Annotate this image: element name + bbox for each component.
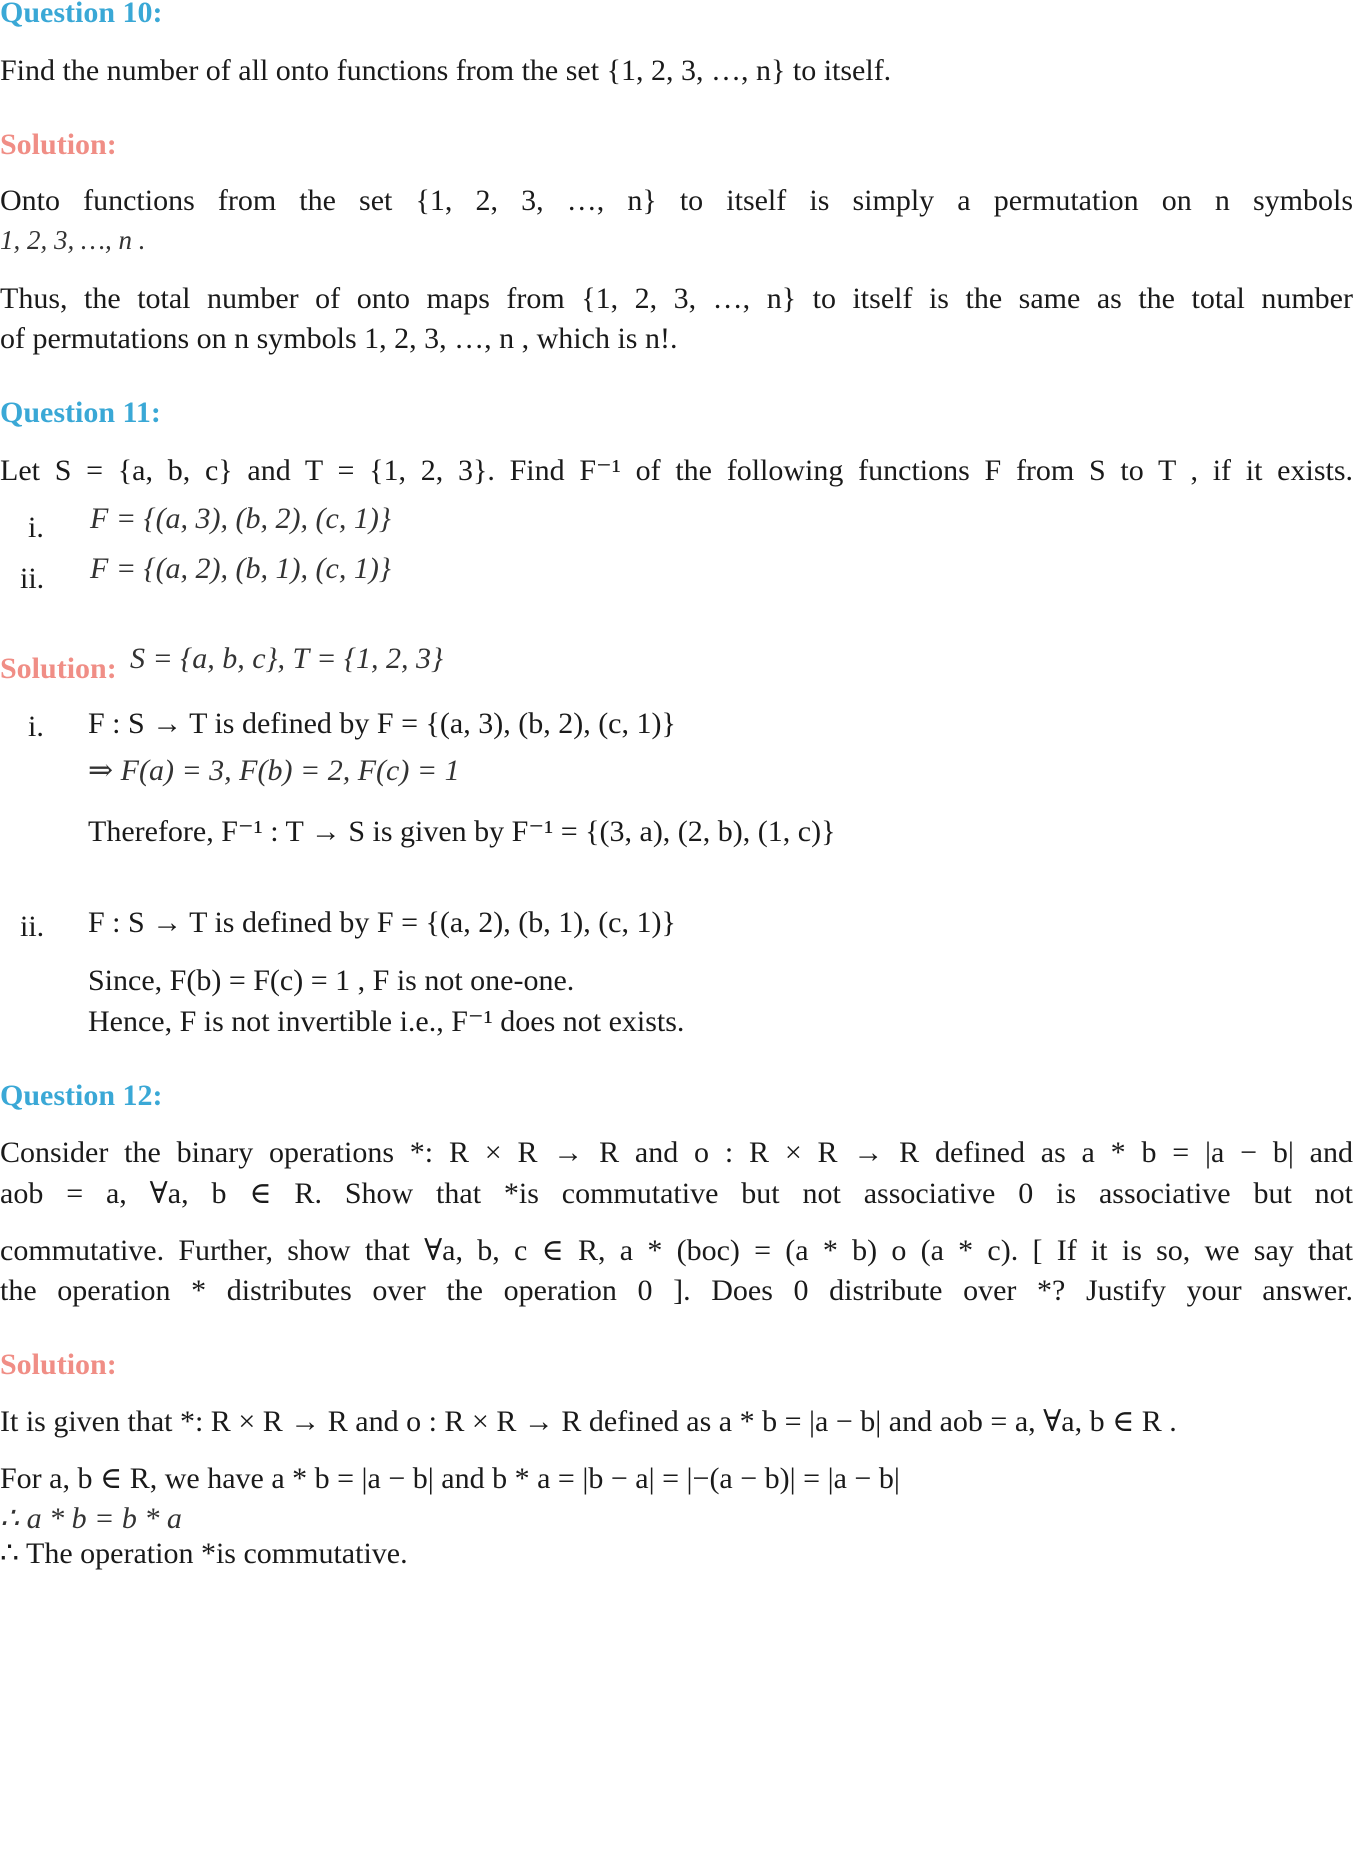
solution-11-part-i-line-3: Therefore, F⁻¹ : T → S is given by F⁻¹ = {(3, a), (2, b), (1, c)} [88, 815, 836, 848]
solution-10-line-1: Onto functions from the set {1, 2, 3, …, n} to itself is simply a permutation on n symbols [0, 184, 1353, 217]
solution-11-part-ii-line-3: Hence, F is not invertible i.e., F⁻¹ does not exists. [88, 1005, 685, 1038]
question-12-line-2: aob = a, ∀a, b ∈ R. Show that *is commutative but not associative 0 is associative but not [0, 1177, 1353, 1210]
solution-12-line-1: It is given that *: R × R → R and o : R × R → R defined as a * b = |a − b| and aob = a, ∀a, b ∈ R . [0, 1405, 1177, 1438]
solution-11-part-i-line-2: ⇒ F(a) = 3, F(b) = 2, F(c) = 1 [88, 754, 460, 787]
question-11-part-ii: F = {(a, 2), (b, 1), (c, 1)} [90, 552, 391, 585]
solution-11-part-ii-line-1: F : S → T is defined by F = {(a, 2), (b, 1), (c, 1)} [88, 906, 676, 939]
solution-11-part-i-label: i. [28, 710, 44, 743]
solution-10-line-2: 1, 2, 3, …, n . [0, 225, 146, 255]
question-10-text: Find the number of all onto functions from the set {1, 2, 3, …, n} to itself. [0, 54, 892, 87]
solution-11-part-i-line-1: F : S → T is defined by F = {(a, 3), (b, 2), (c, 1)} [88, 707, 676, 740]
solution-11-heading: Solution: [0, 652, 117, 685]
solution-11-sets: S = {a, b, c}, T = {1, 2, 3} [130, 642, 443, 675]
question-11-text: Let S = {a, b, c} and T = {1, 2, 3}. Find F⁻¹ of the following functions F from S to T , if it exists. [0, 454, 1353, 487]
solution-11-part-ii-line-2: Since, F(b) = F(c) = 1 , F is not one-one. [88, 964, 575, 997]
question-11-part-ii-label: ii. [20, 562, 45, 595]
solution-12-line-3: ∴ a * b = b * a [0, 1502, 182, 1535]
solution-10-heading: Solution: [0, 128, 117, 161]
question-12-heading: Question 12: [0, 1079, 163, 1112]
question-11-part-i-label: i. [28, 511, 44, 544]
solution-11-part-ii-label: ii. [20, 910, 45, 943]
question-11-part-i: F = {(a, 3), (b, 2), (c, 1)} [90, 502, 391, 535]
question-12-line-1: Consider the binary operations *: R × R → R and o : R × R → R defined as a * b = |a − b| and [0, 1136, 1353, 1169]
question-12-line-4: the operation * distributes over the operation 0 ]. Does 0 distribute over *? Justify your answer. [0, 1274, 1353, 1307]
solution-12-line-4: ∴ The operation *is commutative. [0, 1537, 408, 1570]
solution-12-heading: Solution: [0, 1348, 117, 1381]
solution-10-line-4: of permutations on n symbols 1, 2, 3, …, n , which is n!. [0, 322, 678, 355]
question-12-line-3: commutative. Further, show that ∀a, b, c ∈ R, a * (boc) = (a * b) o (a * c). [ If it is so, we say that [0, 1234, 1353, 1267]
solution-12-line-2: For a, b ∈ R, we have a * b = |a − b| and b * a = |b − a| = |−(a − b)| = |a − b| [0, 1462, 900, 1495]
question-11-heading: Question 11: [0, 396, 161, 429]
solution-10-line-3: Thus, the total number of onto maps from {1, 2, 3, …, n} to itself is the same as the total number [0, 282, 1353, 315]
question-10-heading: Question 10: [0, 0, 163, 29]
